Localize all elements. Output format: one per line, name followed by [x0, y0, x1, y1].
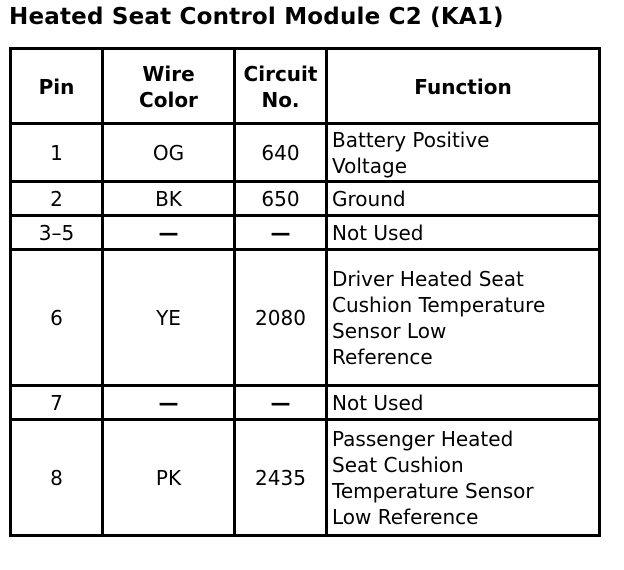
table-row: [11, 182, 600, 216]
table-row: [11, 124, 600, 182]
function-cell: Battery Positive Voltage: [327, 124, 600, 182]
wire-color-cell: BK: [103, 182, 235, 216]
pin-cell: 1: [11, 124, 103, 182]
function-cell: Passenger Heated Seat Cushion Temperature Sensor Low Reference: [327, 420, 600, 536]
header-pin: Pin: [11, 49, 103, 124]
header-function: Function: [327, 49, 600, 124]
wire-color-cell: OG: [103, 124, 235, 182]
pin-cell: 8: [11, 420, 103, 536]
header-circuit-no: Circuit No.: [235, 49, 327, 124]
circuit-cell: 2435: [235, 420, 327, 536]
page-title: Heated Seat Control Module C2 (KA1): [9, 4, 504, 30]
table-row: [11, 250, 600, 386]
wire-color-cell: PK: [103, 420, 235, 536]
function-cell: Not Used: [327, 216, 600, 250]
circuit-cell: 650: [235, 182, 327, 216]
wire-color-cell: —: [103, 216, 235, 250]
table-row: [11, 420, 600, 536]
table-header-row: [11, 49, 600, 124]
function-cell: Driver Heated Seat Cushion Temperature Sensor Low Reference: [327, 250, 600, 386]
circuit-cell: 640: [235, 124, 327, 182]
circuit-cell: —: [235, 216, 327, 250]
table-row: [11, 216, 600, 250]
wire-color-cell: —: [103, 386, 235, 420]
wire-color-cell: YE: [103, 250, 235, 386]
pin-cell: 6: [11, 250, 103, 386]
pin-cell: 2: [11, 182, 103, 216]
circuit-cell: —: [235, 386, 327, 420]
table-row: [11, 386, 600, 420]
header-wire-color: Wire Color: [103, 49, 235, 124]
circuit-cell: 2080: [235, 250, 327, 386]
pin-cell: 7: [11, 386, 103, 420]
function-cell: Ground: [327, 182, 600, 216]
function-cell: Not Used: [327, 386, 600, 420]
pin-cell: 3–5: [11, 216, 103, 250]
connector-pinout-table: [9, 47, 601, 537]
